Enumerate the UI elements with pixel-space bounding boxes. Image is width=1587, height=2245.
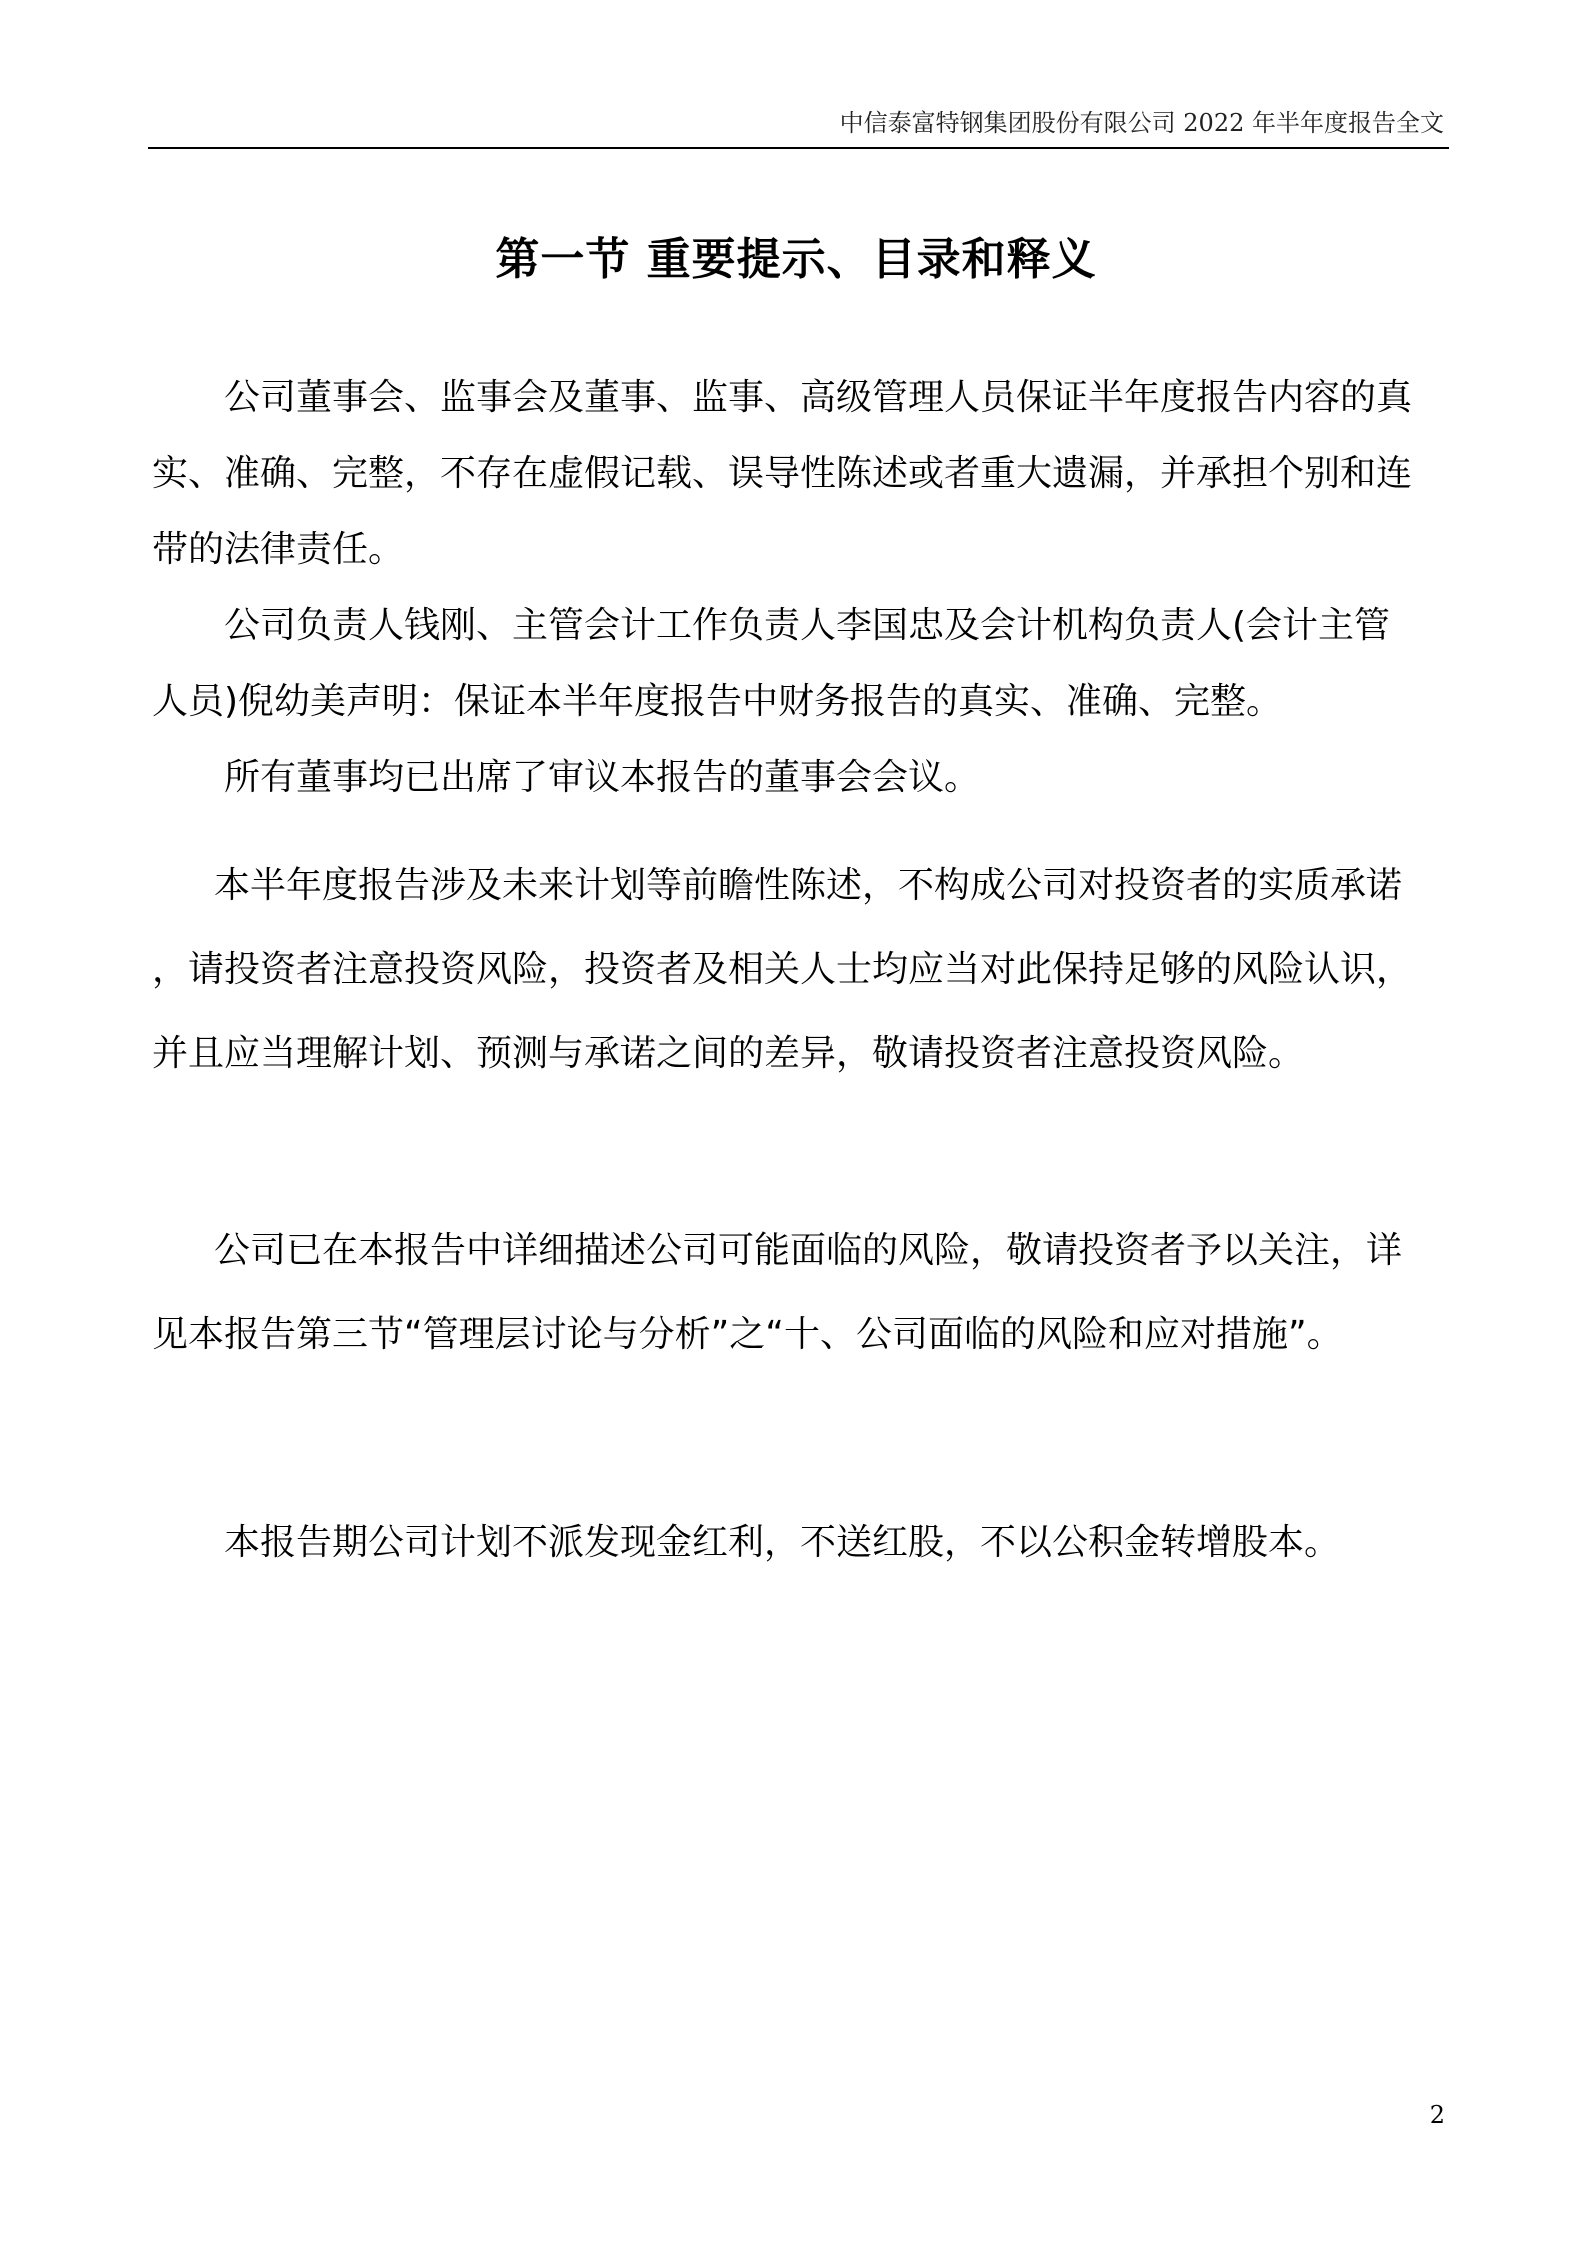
- running-header: 中信泰富特钢集团股份有限公司 2022 年半年度报告全文: [839, 109, 1444, 137]
- paragraph-risk-notice: 公司已在本报告中详细描述公司可能面临的风险，敬请投资者予以关注，详见本报告第三节“管理层讨论与分析”之“十、公司面临的风险和应对措施”。: [152, 1230, 1403, 1355]
- paragraph-dividend-plan: 本报告期公司计划不派发现金红利，不送红股，不以公积金转增股本。: [224, 1522, 1341, 1563]
- paragraph-responsibility-statement: 公司董事会、监事会及董事、监事、高级管理人员保证半年度报告内容的真实、准确、完整，不存在虚假记载、误导性陈述或者重大遗漏，并承担个别和连带的法律责任。: [152, 377, 1413, 570]
- paragraph-forward-looking-statement: 本半年度报告涉及未来计划等前瞻性陈述，不构成公司对投资者的实质承诺，请投资者注意投资风险，投资者及相关人士均应当对此保持足够的风险认识，并且应当理解计划、预测与承诺之间的差异，敬请投资者注意投资风险。: [152, 865, 1413, 1074]
- section-title: 第一节 重要提示、目录和释义: [495, 234, 1097, 285]
- paragraph-financial-statement-declaration: 公司负责人钱刚、主管会计工作负责人李国忠及会计机构负责人(会计主管人员)倪幼美声明：保证本半年度报告中财务报告的真实、准确、完整。: [152, 605, 1391, 722]
- paragraph-board-attendance: 所有董事均已出席了审议本报告的董事会会议。: [224, 757, 981, 798]
- page-number: 2: [1429, 2101, 1445, 2129]
- header-divider: [148, 147, 1449, 149]
